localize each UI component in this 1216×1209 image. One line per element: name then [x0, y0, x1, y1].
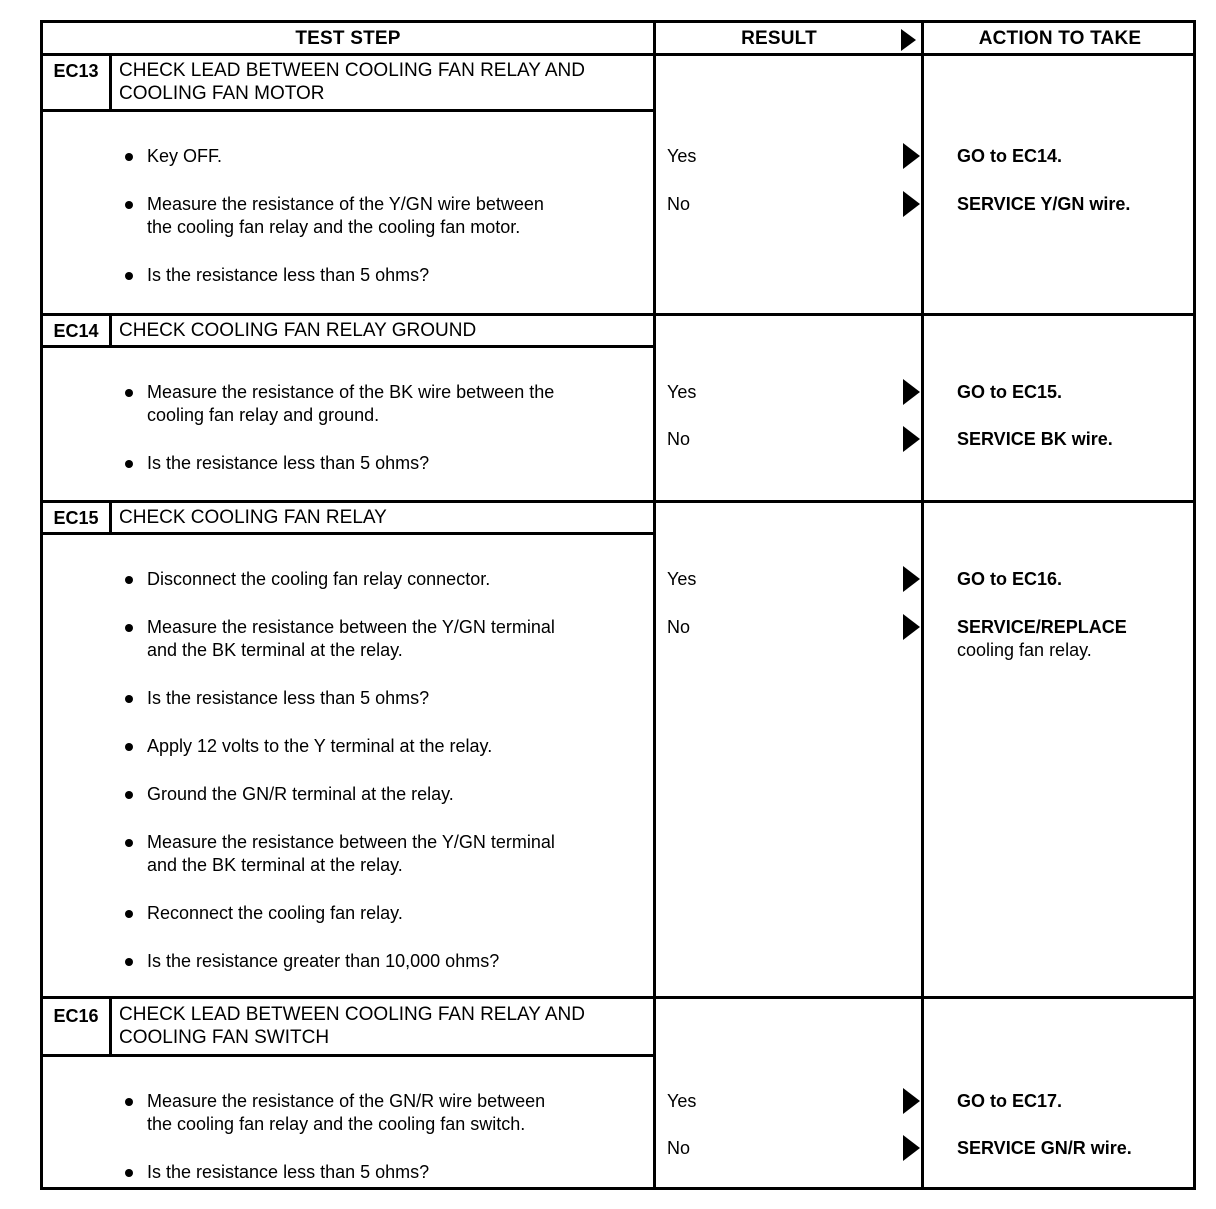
result-yes: Yes — [667, 382, 697, 402]
title-underline — [43, 532, 653, 535]
header-result: RESULT — [741, 28, 817, 49]
bullet-item: Is the resistance greater than 10,000 ohms? — [43, 950, 643, 973]
arrow-right-icon — [903, 614, 920, 640]
step-bullets — [43, 145, 643, 312]
bullet-item: Measure the resistance of the BK wire between the cooling fan relay and ground. — [43, 381, 567, 427]
action-yes: GO to EC15. — [957, 382, 1063, 402]
action-no-main: SERVICE/REPLACE — [957, 617, 1127, 637]
arrow-right-icon — [903, 191, 920, 217]
bullet-item: Is the resistance less than 5 ohms? — [43, 1161, 643, 1184]
step-id: EC14 — [53, 321, 99, 341]
bullet-item: Measure the resistance between the Y/GN terminal and the BK terminal at the relay. — [43, 616, 567, 662]
step-title-line1: CHECK COOLING FAN RELAY GROUND — [119, 320, 477, 341]
title-underline — [43, 1054, 653, 1057]
bullet-item: Measure the resistance of the Y/GN wire between the cooling fan relay and the cooling fan motor. — [43, 193, 547, 239]
bullet-item: Disconnect the cooling fan relay connector. — [43, 568, 643, 591]
header-test-step: TEST STEP — [295, 28, 401, 49]
action-yes: GO to EC17. — [957, 1091, 1063, 1111]
step-title — [119, 319, 659, 342]
result-no: No — [667, 429, 691, 449]
bullet-item: Measure the resistance between the Y/GN terminal and the BK terminal at the relay. — [43, 831, 567, 877]
arrow-right-icon — [903, 1135, 920, 1161]
step-bullets — [43, 568, 643, 998]
step-id-divider — [109, 313, 112, 345]
step-bullets — [43, 381, 643, 500]
title-underline — [43, 109, 653, 112]
step-bullets — [43, 1090, 643, 1209]
step-id-divider — [109, 53, 112, 109]
step-title — [119, 506, 659, 529]
step-divider — [43, 996, 1193, 999]
result-yes: Yes — [667, 146, 697, 166]
step-title-line2: COOLING FAN MOTOR — [119, 83, 325, 104]
result-yes: Yes — [667, 1091, 697, 1111]
step-id-divider — [109, 996, 112, 1054]
header-arrow-icon — [901, 29, 916, 51]
diagnostic-table — [40, 20, 1196, 1190]
step-id: EC13 — [53, 61, 99, 81]
step-divider — [43, 500, 1193, 503]
result-no: No — [667, 194, 691, 214]
step-title-line2: COOLING FAN SWITCH — [119, 1027, 330, 1048]
result-no: No — [667, 1138, 691, 1158]
header-action: ACTION TO TAKE — [978, 28, 1142, 49]
bullet-item: Is the resistance less than 5 ohms? — [43, 264, 643, 287]
step-title-line1: CHECK LEAD BETWEEN COOLING FAN RELAY AND — [119, 1004, 585, 1025]
action-yes: GO to EC14. — [957, 146, 1063, 166]
action-no — [957, 616, 1187, 662]
result-no: No — [667, 617, 691, 637]
arrow-right-icon — [903, 379, 920, 405]
arrow-right-icon — [903, 566, 920, 592]
bullet-item: Key OFF. — [43, 145, 643, 168]
header-divider — [43, 53, 1193, 56]
action-no: SERVICE BK wire. — [957, 429, 1113, 449]
arrow-right-icon — [903, 143, 920, 169]
step-title-line1: CHECK LEAD BETWEEN COOLING FAN RELAY AND — [119, 60, 585, 81]
step-id: EC16 — [53, 1006, 99, 1026]
step-id: EC15 — [53, 508, 99, 528]
result-yes: Yes — [667, 569, 697, 589]
action-no: SERVICE Y/GN wire. — [957, 194, 1131, 214]
step-title-line1: CHECK COOLING FAN RELAY — [119, 507, 387, 528]
step-id-divider — [109, 500, 112, 532]
bullet-item: Apply 12 volts to the Y terminal at the relay. — [43, 735, 643, 758]
action-no-sub: cooling fan relay. — [957, 640, 1092, 660]
bullet-item: Measure the resistance of the GN/R wire between the cooling fan relay and the cooling fan switch. — [43, 1090, 567, 1136]
arrow-right-icon — [903, 426, 920, 452]
bullet-item: Ground the GN/R terminal at the relay. — [43, 783, 643, 806]
bullet-item: Reconnect the cooling fan relay. — [43, 902, 643, 925]
arrow-right-icon — [903, 1088, 920, 1114]
column-divider-action — [921, 23, 924, 1187]
action-no: SERVICE GN/R wire. — [957, 1138, 1132, 1158]
bullet-item: Is the resistance less than 5 ohms? — [43, 687, 643, 710]
action-yes: GO to EC16. — [957, 569, 1063, 589]
step-divider — [43, 313, 1193, 316]
bullet-item: Is the resistance less than 5 ohms? — [43, 452, 643, 475]
step-title — [119, 59, 659, 105]
step-title — [119, 1003, 659, 1049]
title-underline — [43, 345, 653, 348]
